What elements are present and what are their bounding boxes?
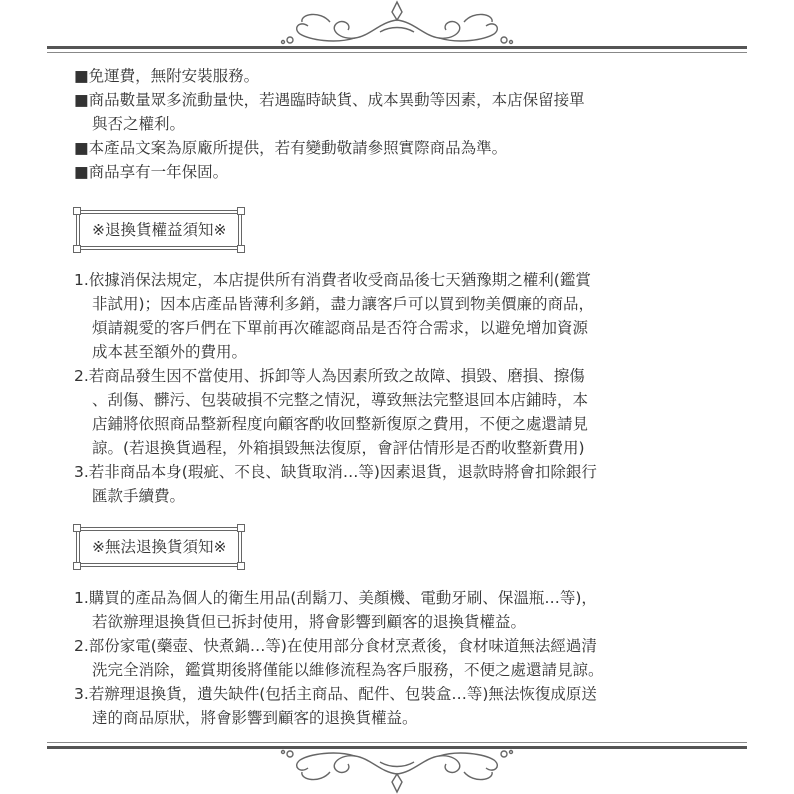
list-item: 1.購買的產品為個人的衛生用品(刮鬍刀、美顏機、電動牙刷、保溫瓶…等)， (74, 589, 597, 607)
return-policy-list (74, 268, 734, 508)
list-item: 諒。(若退換貨過程，外箱損毀無法復原，會評估情形是否酌收整新費用) (92, 439, 585, 457)
list-item: 、刮傷、髒污、包裝破損不完整之情況，導致無法完整退回本店鋪時，本 (92, 391, 589, 409)
list-item: 1.依據消保法規定，本店提供所有消費者收受商品後七天猶豫期之權利(鑑賞 (74, 271, 591, 289)
list-item: 店鋪將依照商品整新程度向顧客酌收回整新復原之費用，不便之處還請見 (92, 415, 589, 433)
no-return-heading: ※無法退換貨須知※ (79, 530, 239, 564)
return-policy-heading-box (74, 210, 242, 250)
list-item: 非試用)；因本店產品皆薄利多銷，盡力讓客戶可以買到物美價廉的商品， (92, 295, 595, 313)
note-line: ■商品享有一年保固。 (74, 163, 229, 181)
flourish-ornament-bottom-icon (0, 748, 794, 794)
list-item: 達的商品原狀，將會影響到顧客的退換貨權益。 (92, 709, 418, 727)
no-return-list (74, 586, 734, 730)
return-policy-heading: ※退換貨權益須知※ (79, 213, 239, 247)
top-flourish-ornament (0, 0, 794, 50)
list-item: 煩請親愛的客戶們在下單前再次確認商品是否符合需求，以避免增加資源 (92, 319, 589, 337)
list-item: 2.部份家電(藥壺、快煮鍋…等)在使用部分食材烹煮後，食材味道無法經過清 (74, 637, 597, 655)
list-item: 若欲辦理退換貨但已拆封使用，將會影響到顧客的退換貨權益。 (92, 613, 527, 631)
general-notes (74, 64, 734, 184)
no-return-heading-box (74, 527, 242, 567)
list-item: 2.若商品發生因不當使用、拆卸等人為因素所致之故障、損毀、磨損、擦傷 (74, 367, 585, 385)
flourish-ornament-top-icon (0, 0, 794, 50)
note-line: ■免運費，無附安裝服務。 (74, 67, 260, 85)
note-line: ■商品數量眾多流動量快，若遇臨時缺貨、成本異動等因素，本店保留接單 (74, 91, 585, 109)
bottom-flourish-ornament (0, 748, 794, 794)
note-line: 與否之權利。 (92, 115, 186, 133)
list-item: 匯款手續費。 (92, 487, 186, 505)
note-line: ■本產品文案為原廠所提供，若有變動敬請參照實際商品為準。 (74, 139, 508, 157)
list-item: 3.若非商品本身(瑕疵、不良、缺貨取消…等)因素退貨，退款時將會扣除銀行 (74, 463, 597, 481)
list-item: 洗完全消除，鑑賞期後將僅能以維修流程為客戶服務，不便之處還請見諒。 (92, 661, 604, 679)
list-item: 3.若辦理退換貨，遺失缺件(包括主商品、配件、包裝盒…等)無法恢復成原送 (74, 685, 597, 703)
top-divider (47, 46, 747, 53)
list-item: 成本甚至額外的費用。 (92, 343, 248, 361)
